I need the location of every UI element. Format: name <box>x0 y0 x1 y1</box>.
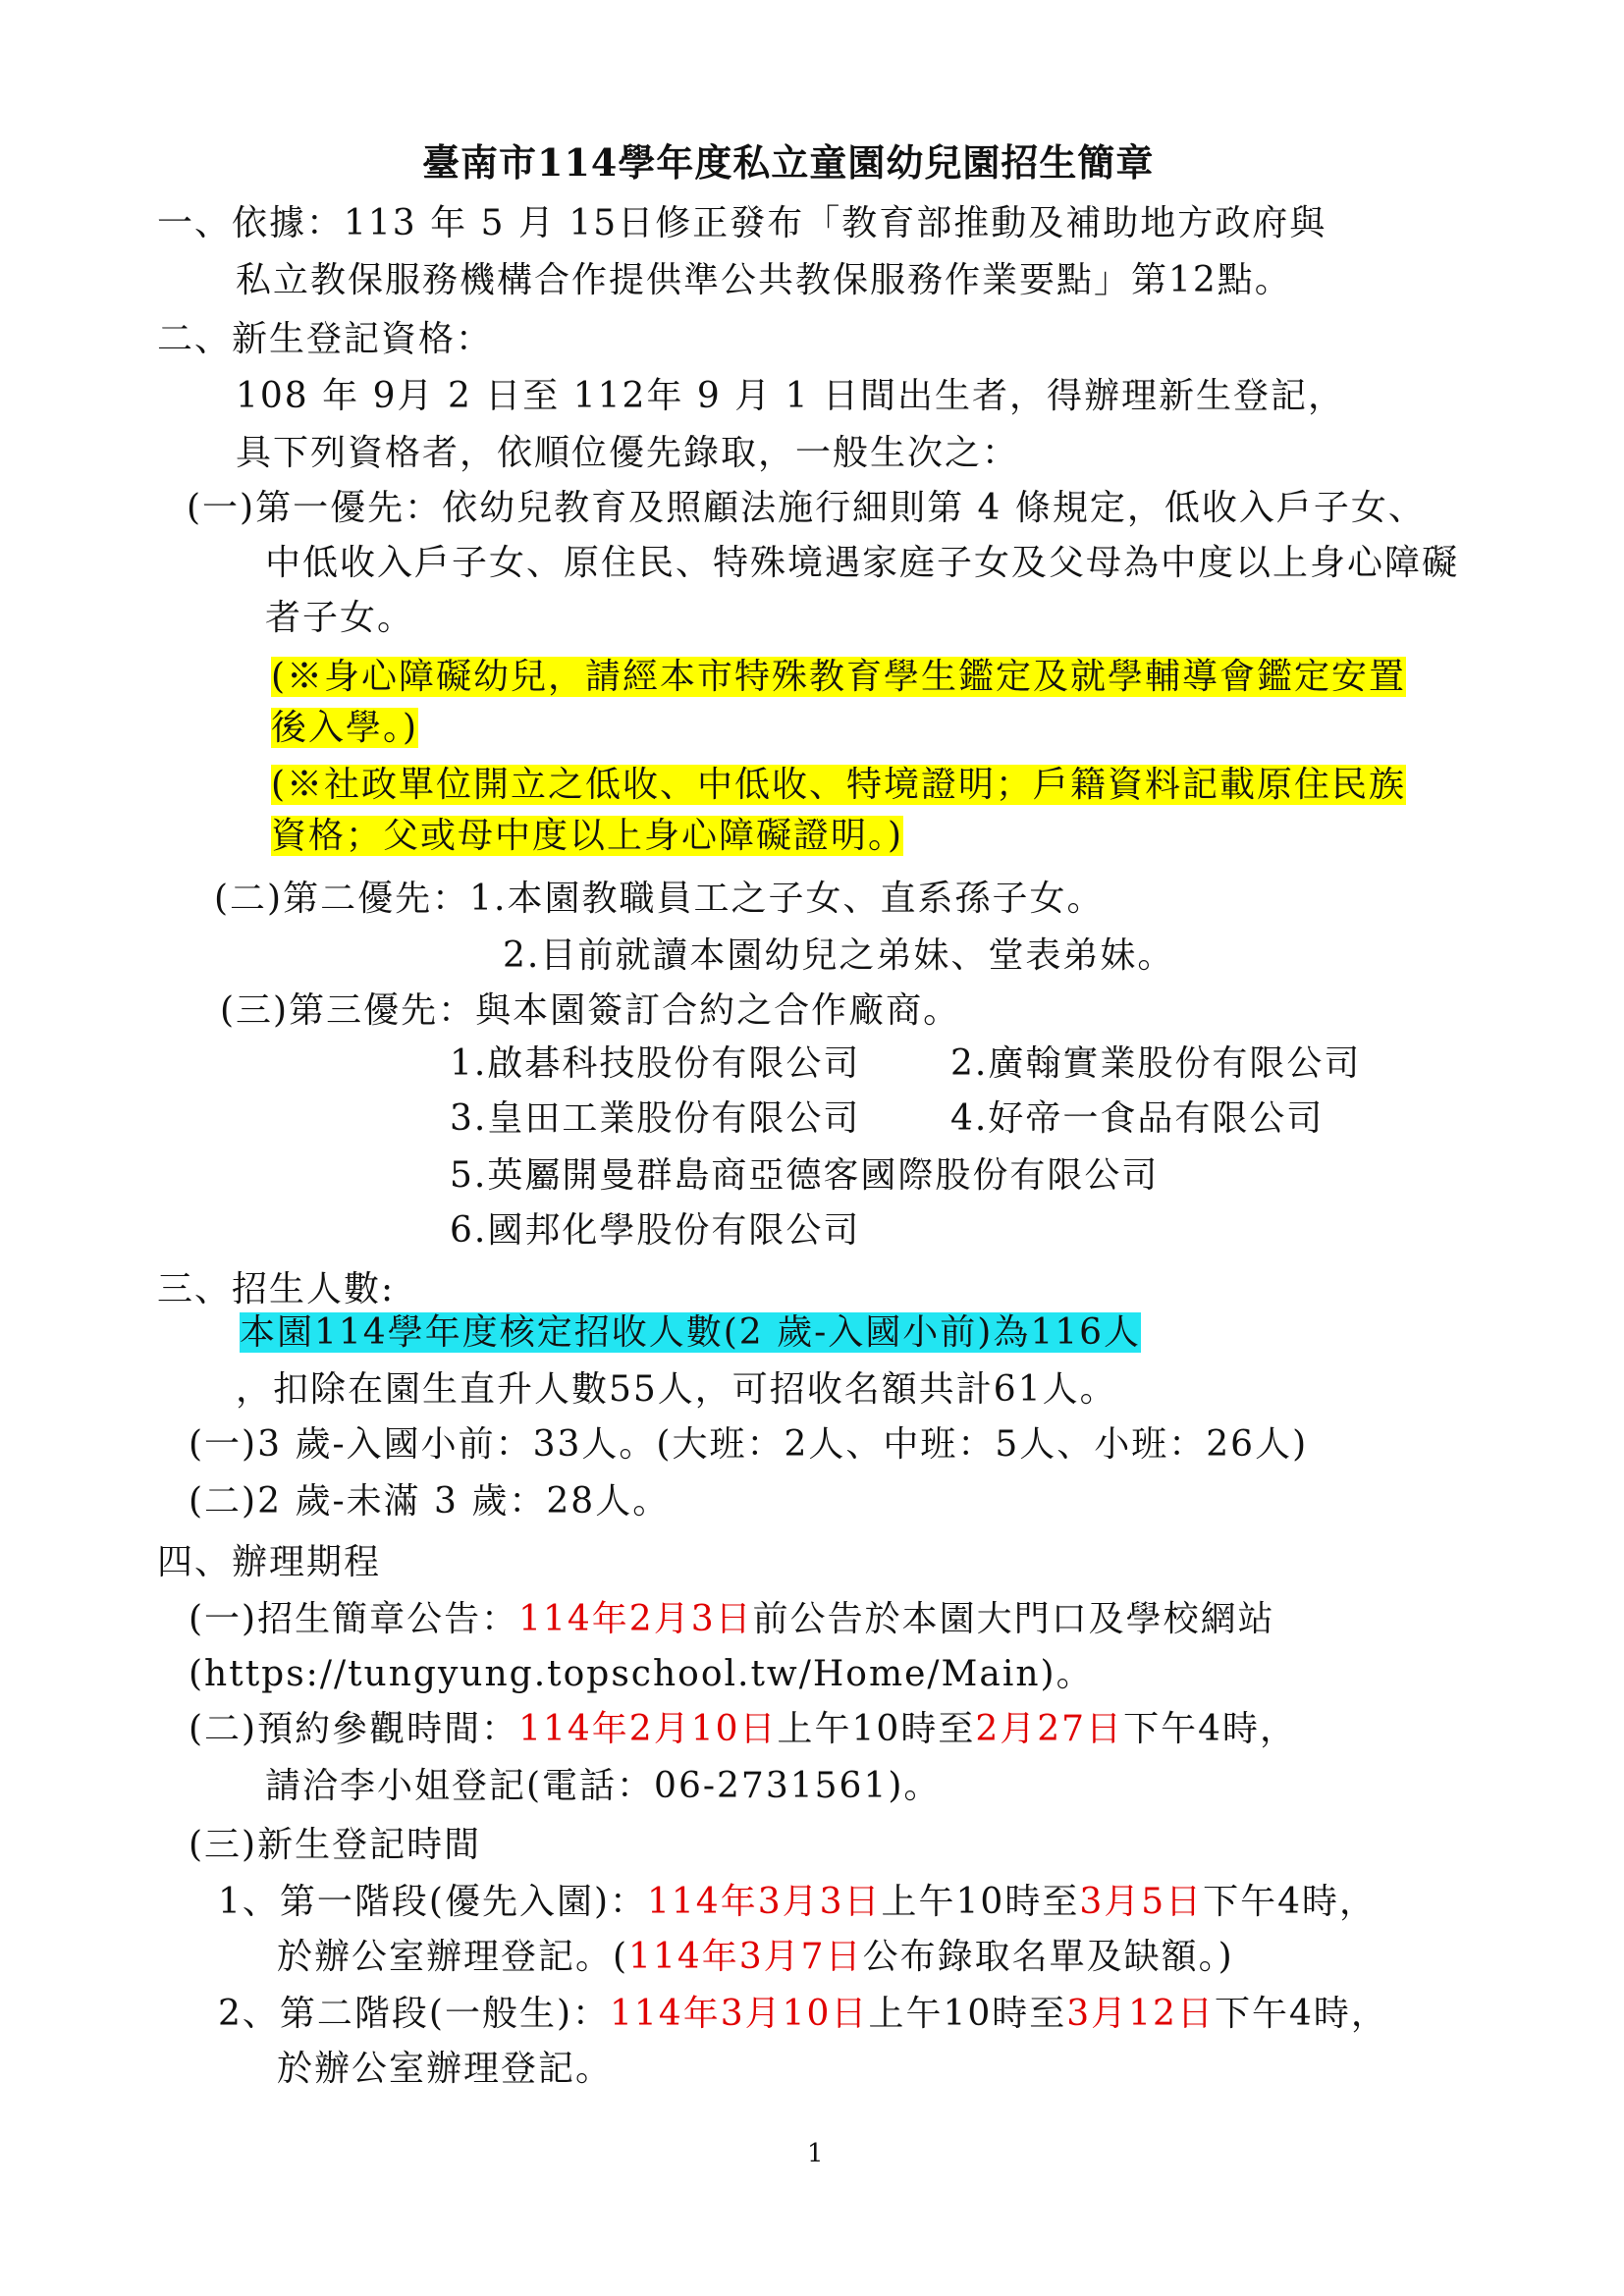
proof-note-line-2: 資格；父或母中度以上身心障礙證明。) <box>271 816 904 856</box>
disability-note-line-2: 後入學。) <box>271 708 419 748</box>
stage-1-start-date: 114年3月3日 <box>647 1882 882 1922</box>
stage-2-location-line: 於辦公室辦理登記。 <box>277 2049 614 2089</box>
eligibility-line-2: 具下列資格者，依順位優先錄取，一般生次之： <box>236 433 1020 473</box>
partner-company: 4.好帝一食品有限公司 <box>950 1098 1325 1139</box>
registration-heading: (三)新生登記時間 <box>189 1825 482 1865</box>
stage-2-line: 2、第二階段(一般生)：114年3月10日上午10時至3月12日下午4時， <box>218 1994 1388 2034</box>
eligibility-heading: 二、新生登記資格： <box>157 319 494 359</box>
partner-company: 6.國邦化學股份有限公司 <box>450 1210 861 1251</box>
stage-1-result-date: 114年3月7日 <box>628 1937 863 1977</box>
approved-capacity-highlight: 本園114學年度核定招收人數(2 歲-入國小前)為116人 <box>240 1312 1142 1353</box>
priority-2-line-2: 2.目前就讀本園幼兒之弟妹、堂表弟妹。 <box>503 935 1175 976</box>
visit-end-date: 2月27日 <box>975 1709 1124 1749</box>
page-title: 臺南市114學年度私立童園幼兒園招生簡章 <box>422 140 1155 185</box>
basis-line-2: 私立教保服務機構合作提供準公共教保服務作業要點」第12點。 <box>236 260 1292 300</box>
stage-1-location-line: 於辦公室辦理登記。(114年3月7日公布錄取名單及缺額。) <box>277 1937 1234 1977</box>
visit-time-line: (二)預約參觀時間：114年2月10日上午10時至2月27日下午4時， <box>189 1709 1297 1749</box>
announcement-date: 114年2月3日 <box>518 1599 753 1639</box>
enrollment-heading: 三、招生人數: <box>157 1269 396 1309</box>
stage-1-end-date: 3月5日 <box>1079 1882 1204 1922</box>
eligibility-line-1: 108 年 9月 2 日至 112年 9 月 1 日間出生者，得辦理新生登記， <box>236 376 1346 416</box>
proof-note-line-1: (※社政單位開立之低收、中低收、特境證明；戶籍資料記載原住民族 <box>271 765 1407 805</box>
enrollment-age-3-line: (一)3 歲-入國小前：33人。(大班：2人、中班：5人、小班：26人) <box>189 1424 1309 1465</box>
priority-1-line-3: 者子女。 <box>265 598 415 638</box>
partner-company: 3.皇田工業股份有限公司 <box>450 1098 861 1139</box>
priority-1-line-1: (一)第一優先：依幼兒教育及照顧法施行細則第 4 條規定，低收入戶子女、 <box>187 488 1426 528</box>
partner-company: 2.廣翰實業股份有限公司 <box>950 1043 1362 1084</box>
basis-line-1: 一、依據：113 年 5 月 15日修正發布「教育部推動及補助地方政府與 <box>157 203 1327 243</box>
school-website-line: (https://tungyung.topschool.tw/Home/Main)。 <box>189 1654 1094 1694</box>
partner-company: 5.英屬開曼群島商亞德客國際股份有限公司 <box>450 1155 1160 1196</box>
disability-note-line-1: (※身心障礙幼兒，請經本市特殊教育學生鑑定及就學輔導會鑑定安置 <box>271 657 1407 697</box>
visit-contact-line: 請洽李小姐登記(電話：06-2731561)。 <box>265 1766 942 1806</box>
schedule-heading: 四、辦理期程 <box>157 1542 382 1582</box>
priority-1-line-2: 中低收入戶子女、原住民、特殊境遇家庭子女及父母為中度以上身心障礙 <box>265 543 1460 583</box>
announcement-line: (一)招生簡章公告：114年2月3日前公告於本園大門口及學校網站 <box>189 1599 1275 1639</box>
priority-2-line-1: (二)第二優先：1.本園教職員工之子女、直系孫子女。 <box>214 879 1105 919</box>
enrollment-age-2-line: (二)2 歲-未滿 3 歲：28人。 <box>189 1481 671 1522</box>
page-number: 1 <box>807 2139 824 2168</box>
visit-start-date: 114年2月10日 <box>518 1709 778 1749</box>
partner-company: 1.啟碁科技股份有限公司 <box>450 1043 861 1084</box>
stage-2-end-date: 3月12日 <box>1066 1994 1215 2034</box>
priority-3-heading: (三)第三優先：與本園簽訂合約之合作廠商。 <box>220 990 961 1031</box>
stage-2-start-date: 114年3月10日 <box>610 1994 869 2034</box>
enrollment-remaining-line: ，扣除在園生直升人數55人，可招收名額共計61人。 <box>236 1369 1117 1410</box>
stage-1-line: 1、第一階段(優先入園)：114年3月3日上午10時至3月5日下午4時， <box>218 1882 1378 1922</box>
